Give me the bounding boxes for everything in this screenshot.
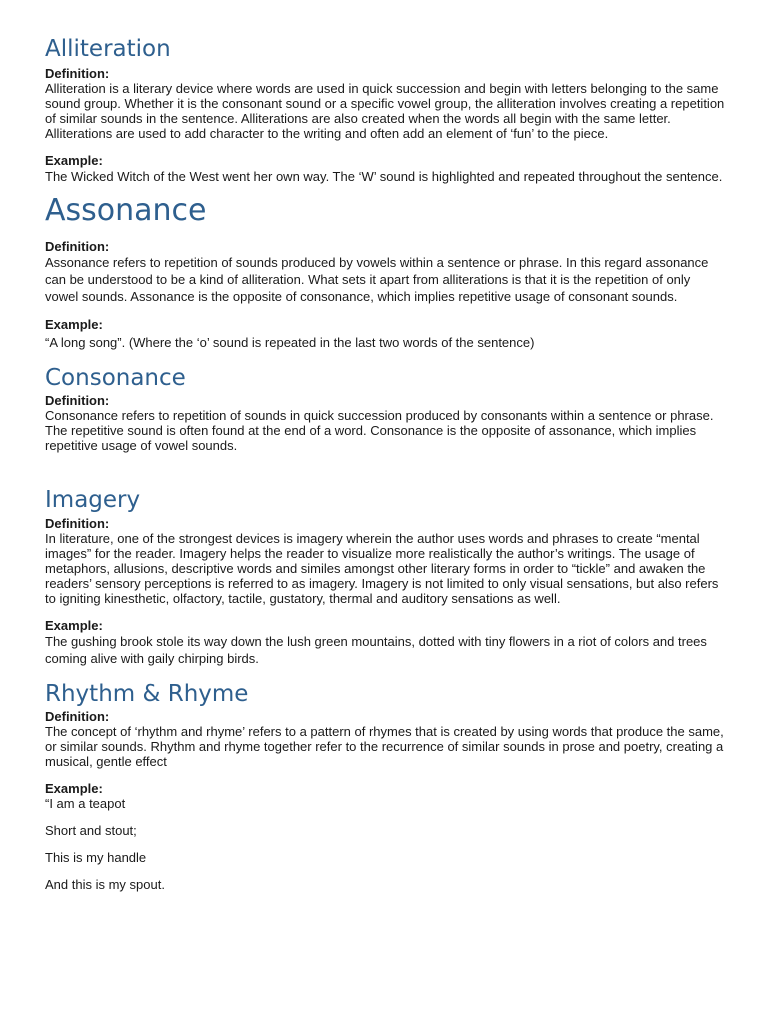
section-heading: Alliteration bbox=[45, 36, 171, 62]
section-assonance bbox=[45, 194, 725, 351]
poem-line: This is my handle bbox=[45, 850, 147, 866]
example-text: The gushing brook stole its way down the lush green mountains, dotted with tiny flowers in a riot of colors and trees coming alive with gaily chirping birds. bbox=[45, 633, 707, 666]
example-label: Example: bbox=[45, 781, 103, 797]
section-imagery bbox=[45, 487, 725, 666]
definition-text: Consonance refers to repetition of sounds in quick succession produced by consonants within a sentence or phrase. The repetitive sound is often found at the end of a word. Consonance is the opposite of assonance, which implies repetitive usage of vowel sounds. bbox=[45, 408, 714, 454]
section-heading: Assonance bbox=[45, 193, 207, 229]
section-heading: Imagery bbox=[45, 487, 141, 514]
definition-text: In literature, one of the strongest devices is imagery wherein the author uses words and phrases to create “mental images” for the reader. Imagery helps the reader to visualize more realistically the author’s writings. The usage of metaphors, allusions, descriptive words and similes amongst other literary forms in order to “tickle” and awaken the readers’ sensory perceptions is referred to as imagery. Imagery is not limited to only visual sensations, but also refers to igniting kinesthetic, olfactory, tactile, gustatory, thermal and auditory sensations as well. bbox=[45, 530, 719, 606]
example-text: The Wicked Witch of the West went her own way. The ‘W’ sound is highlighted and repeated throughout the sentence. bbox=[45, 169, 723, 185]
definition-text: Alliteration is a literary device where words are used in quick succession and begin with letters belonging to the same sound group. Whether it is the consonant sound or a specific vowel group, the alliteration involves creating a repetition of similar sounds in the sentence. Alliterations are also created when the words all begin with the same letter. Alliterations are used to add character to the writing and often add an element of ‘fun’ to the piece. bbox=[45, 81, 725, 142]
section-heading: Consonance bbox=[45, 364, 186, 391]
section-consonance bbox=[45, 365, 725, 453]
section-alliteration bbox=[45, 36, 725, 185]
definition-text: Assonance refers to repetition of sounds produced by vowels within a sentence or phrase. In this regard assonance can be understood to be a kind of alliteration. What sets it apart from alliterations is that it is the repetition of only vowel sounds. Assonance is the opposite of consonance, which implies repetitive usage of consonant sounds. bbox=[45, 254, 709, 304]
example-label: Example: bbox=[45, 153, 103, 169]
definition-text: The concept of ‘rhythm and rhyme’ refers to a pattern of rhymes that is created by using words that produce the same, or similar sounds. Rhythm and rhyme together refer to the recurrence of similar sounds in prose and poetry, creating a musical, gentle effect bbox=[45, 724, 724, 770]
example-text: “A long song”. (Where the ‘o’ sound is repeated in the last two words of the sentence) bbox=[45, 334, 535, 350]
document-page bbox=[45, 36, 725, 892]
section-rhythm-rhyme bbox=[45, 681, 725, 892]
definition-label: Definition: bbox=[45, 393, 110, 409]
definition-label: Definition: bbox=[45, 709, 110, 725]
definition-label: Definition: bbox=[45, 515, 110, 531]
example-label: Example: bbox=[45, 316, 103, 332]
definition-label: Definition: bbox=[45, 238, 110, 254]
poem-line: “I am a teapot bbox=[45, 796, 126, 812]
example-label: Example: bbox=[45, 617, 103, 633]
definition-label: Definition: bbox=[45, 66, 110, 82]
poem-line: Short and stout; bbox=[45, 823, 137, 839]
section-heading: Rhythm & Rhyme bbox=[45, 680, 249, 707]
poem-line: And this is my spout. bbox=[45, 877, 165, 893]
